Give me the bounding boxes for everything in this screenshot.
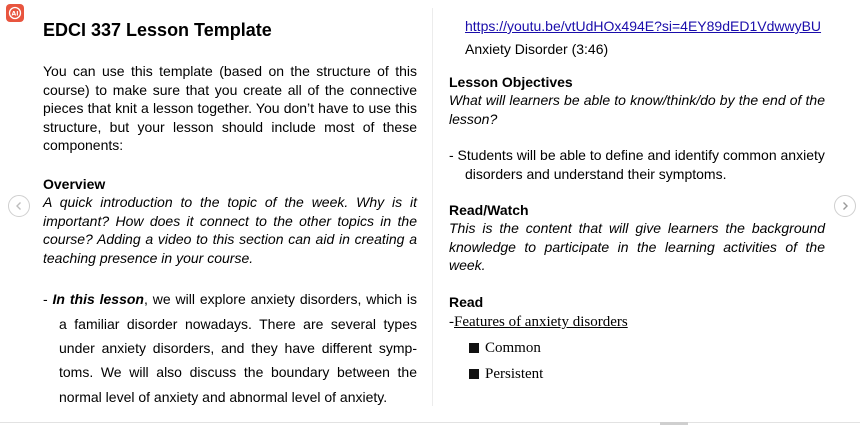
chevron-right-icon <box>840 201 850 211</box>
previous-page-button[interactable] <box>8 195 30 217</box>
page-title: EDCI 337 Lesson Template <box>43 20 272 40</box>
scroll-thumb[interactable] <box>660 422 688 425</box>
svg-text:AI: AI <box>11 10 19 18</box>
left-page <box>43 18 417 423</box>
objective-item: - Students will be able to define and identify common anxiety disorders and understand their symptoms. <box>449 147 825 183</box>
lesson-dash: - <box>43 291 53 308</box>
page-divider <box>432 8 433 406</box>
video-link[interactable]: https://youtu.be/vtUdHOx494E?si=4EY89dED1VdwwyBU <box>465 18 822 34</box>
readwatch-heading: Read/Watch <box>449 202 529 219</box>
ai-badge-icon[interactable] <box>6 4 24 22</box>
lesson-lead: In this lesson <box>52 291 144 308</box>
chevron-left-icon <box>14 201 24 211</box>
intro-paragraph: You can use this template (based on the structure of this course) to make sure that you create all of the connective pieces that knit a lesson together. You don’t have to use this structure, but your lesson should include most of these components: <box>43 63 417 154</box>
read-link[interactable]: Features of anxiety disorders <box>454 313 628 330</box>
read-subitem-label: Common <box>485 339 541 356</box>
lesson-summary <box>43 287 417 408</box>
objectives-prompt: What will learners be able to know/think/do by the end of the lesson? <box>449 92 825 127</box>
video-label: Anxiety Disorder (3:46) <box>465 41 609 57</box>
read-dash: - <box>449 313 454 330</box>
right-page <box>449 16 825 385</box>
read-subitem <box>449 363 825 385</box>
square-bullet-icon <box>469 343 479 353</box>
readwatch-text: This is the content that will give learners the background knowledge to participate in the learning activities of the week. <box>449 220 825 274</box>
objectives-heading: Lesson Objectives <box>449 74 573 90</box>
read-subitem-label: Persistent <box>485 365 544 382</box>
read-link-item <box>449 311 825 333</box>
read-heading: Read <box>449 293 484 310</box>
read-subitem <box>449 337 825 359</box>
next-page-button[interactable] <box>834 195 856 217</box>
overview-text: A quick introduction to the topic of the week. Why is it important? How does it connect to the other topics in the course? Adding a video to this section can aid in creating a teaching presence in your course. <box>43 193 417 266</box>
square-bullet-icon <box>469 369 479 379</box>
lesson-text: , we will explore anxiety disorders, which is a familiar disorder nowadays. There are several types under anxiety disorders, and they have different symp-toms. We will also discuss the boundary between the normal level of anxiety and abnormal level of anxiety. <box>59 291 417 405</box>
overview-heading: Overview <box>43 175 106 192</box>
